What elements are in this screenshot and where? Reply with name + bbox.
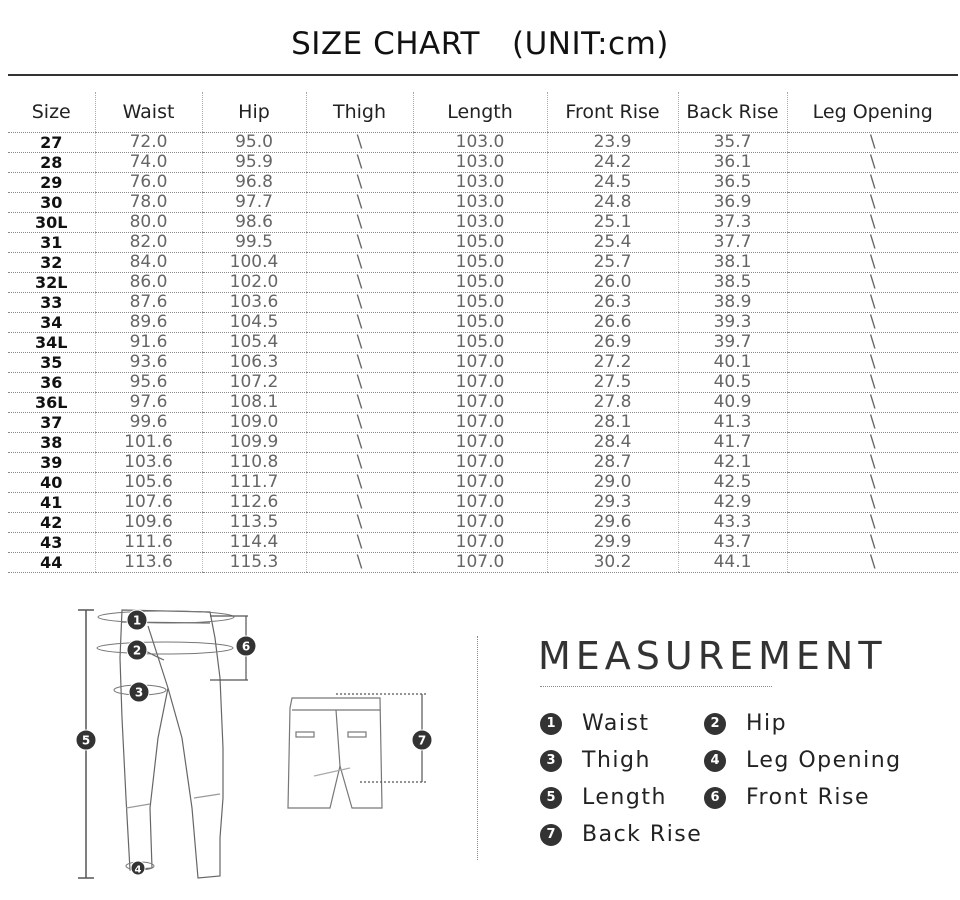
cell-back-rise: 43.3	[678, 513, 787, 533]
cell-hip: 95.0	[202, 133, 306, 153]
marker-2	[127, 640, 147, 660]
cell-thigh: \	[306, 353, 413, 373]
cell-back-rise: 43.7	[678, 533, 787, 553]
header-hip: Hip	[202, 92, 306, 133]
marker-label: 7	[417, 733, 427, 748]
cell-waist: 93.6	[95, 353, 202, 373]
cell-length: 105.0	[413, 253, 547, 273]
cell-waist: 107.6	[95, 493, 202, 513]
cell-thigh: \	[306, 393, 413, 413]
back-pants-outline	[288, 698, 382, 808]
cell-length: 105.0	[413, 313, 547, 333]
cell-thigh: \	[306, 293, 413, 313]
cell-front-rise: 29.6	[547, 513, 678, 533]
legend-label: Back Rise	[582, 822, 703, 847]
cell-back-rise: 37.7	[678, 233, 787, 253]
table-row	[8, 533, 958, 553]
cell-waist: 105.6	[95, 473, 202, 493]
cell-size: 30L	[8, 213, 95, 233]
cell-size: 34	[8, 313, 95, 333]
cell-waist: 109.6	[95, 513, 202, 533]
table-row	[8, 133, 958, 153]
cell-length: 103.0	[413, 133, 547, 153]
cell-hip: 109.9	[202, 433, 306, 453]
marker-label: 1	[132, 613, 142, 628]
cell-waist: 91.6	[95, 333, 202, 353]
cell-front-rise: 28.7	[547, 453, 678, 473]
legend-label: Leg Opening	[746, 748, 902, 773]
table-row	[8, 293, 958, 313]
cell-size: 41	[8, 493, 95, 513]
cell-waist: 99.6	[95, 413, 202, 433]
cell-hip: 100.4	[202, 253, 306, 273]
cell-size: 40	[8, 473, 95, 493]
page-title	[0, 26, 960, 62]
legend-number-badge: 1	[540, 713, 562, 735]
cell-waist: 97.6	[95, 393, 202, 413]
cell-leg-opening: \	[787, 333, 958, 353]
cell-waist: 111.6	[95, 533, 202, 553]
cell-hip: 103.6	[202, 293, 306, 313]
cell-back-rise: 40.1	[678, 353, 787, 373]
cell-hip: 110.8	[202, 453, 306, 473]
cell-length: 103.0	[413, 173, 547, 193]
cell-back-rise: 38.5	[678, 273, 787, 293]
cell-front-rise: 26.0	[547, 273, 678, 293]
cell-size: 43	[8, 533, 95, 553]
cell-back-rise: 42.9	[678, 493, 787, 513]
cell-size: 36L	[8, 393, 95, 413]
legend-item-back-rise	[540, 822, 702, 847]
cell-thigh: \	[306, 273, 413, 293]
cell-hip: 115.3	[202, 553, 306, 573]
cell-thigh: \	[306, 433, 413, 453]
cell-front-rise: 27.5	[547, 373, 678, 393]
cell-leg-opening: \	[787, 353, 958, 373]
cell-back-rise: 36.9	[678, 193, 787, 213]
table-header-row	[8, 92, 958, 133]
table-row	[8, 553, 958, 573]
table-row	[8, 413, 958, 433]
marker-6	[236, 636, 256, 656]
header-front-rise: Front Rise	[547, 92, 678, 133]
table-row	[8, 473, 958, 493]
cell-back-rise: 41.7	[678, 433, 787, 453]
cell-leg-opening: \	[787, 393, 958, 413]
cell-thigh: \	[306, 513, 413, 533]
marker-label: 2	[132, 643, 142, 658]
cell-size: 39	[8, 453, 95, 473]
cell-front-rise: 26.6	[547, 313, 678, 333]
cell-length: 107.0	[413, 373, 547, 393]
cell-back-rise: 39.3	[678, 313, 787, 333]
cell-back-rise: 39.7	[678, 333, 787, 353]
cell-waist: 95.6	[95, 373, 202, 393]
header-size: Size	[8, 92, 95, 133]
cell-back-rise: 38.1	[678, 253, 787, 273]
cell-hip: 112.6	[202, 493, 306, 513]
cell-waist: 74.0	[95, 153, 202, 173]
marker-3	[129, 682, 149, 702]
legend-item-leg-opening	[704, 748, 902, 773]
cell-waist: 82.0	[95, 233, 202, 253]
cell-front-rise: 28.4	[547, 433, 678, 453]
cell-leg-opening: \	[787, 213, 958, 233]
cell-back-rise: 36.1	[678, 153, 787, 173]
cell-back-rise: 37.3	[678, 213, 787, 233]
cell-front-rise: 23.9	[547, 133, 678, 153]
cell-size: 27	[8, 133, 95, 153]
size-table	[8, 92, 958, 573]
table-row	[8, 373, 958, 393]
header-thigh: Thigh	[306, 92, 413, 133]
header-length: Length	[413, 92, 547, 133]
marker-1	[127, 610, 147, 630]
cell-waist: 103.6	[95, 453, 202, 473]
cell-front-rise: 29.0	[547, 473, 678, 493]
cell-front-rise: 30.2	[547, 553, 678, 573]
cell-leg-opening: \	[787, 533, 958, 553]
cell-size: 32L	[8, 273, 95, 293]
cell-leg-opening: \	[787, 133, 958, 153]
cell-back-rise: 44.1	[678, 553, 787, 573]
cell-length: 107.0	[413, 493, 547, 513]
cell-hip: 95.9	[202, 153, 306, 173]
cell-front-rise: 26.3	[547, 293, 678, 313]
table-row	[8, 453, 958, 473]
cell-leg-opening: \	[787, 193, 958, 213]
unit-text: (UNIT:cm)	[511, 26, 669, 62]
table-row	[8, 393, 958, 413]
legend-number-badge: 7	[540, 824, 562, 846]
cell-waist: 78.0	[95, 193, 202, 213]
cell-leg-opening: \	[787, 313, 958, 333]
cell-length: 105.0	[413, 273, 547, 293]
cell-front-rise: 24.5	[547, 173, 678, 193]
cell-size: 38	[8, 433, 95, 453]
table-row	[8, 193, 958, 213]
pants-diagram	[60, 598, 460, 888]
legend-number-badge: 4	[704, 750, 726, 772]
legend-number-badge: 5	[540, 787, 562, 809]
cell-thigh: \	[306, 133, 413, 153]
cell-leg-opening: \	[787, 553, 958, 573]
header-leg-opening: Leg Opening	[787, 92, 958, 133]
cell-hip: 108.1	[202, 393, 306, 413]
cell-thigh: \	[306, 313, 413, 333]
legend-label: Waist	[582, 711, 650, 736]
header-back-rise: Back Rise	[678, 92, 787, 133]
table-row	[8, 313, 958, 333]
table-body	[8, 133, 958, 573]
cell-front-rise: 25.7	[547, 253, 678, 273]
cell-waist: 84.0	[95, 253, 202, 273]
cell-size: 34L	[8, 333, 95, 353]
cell-size: 29	[8, 173, 95, 193]
marker-label: 3	[134, 685, 144, 700]
cell-waist: 76.0	[95, 173, 202, 193]
legend-label: Front Rise	[746, 785, 871, 810]
cell-hip: 107.2	[202, 373, 306, 393]
cell-waist: 86.0	[95, 273, 202, 293]
cell-length: 105.0	[413, 333, 547, 353]
cell-leg-opening: \	[787, 453, 958, 473]
cell-thigh: \	[306, 473, 413, 493]
title-text: SIZE CHART	[291, 26, 480, 62]
cell-back-rise: 42.1	[678, 453, 787, 473]
cell-leg-opening: \	[787, 273, 958, 293]
legend-label: Thigh	[582, 748, 651, 773]
table-row	[8, 333, 958, 353]
legend-item-thigh	[540, 748, 651, 773]
cell-thigh: \	[306, 153, 413, 173]
cell-thigh: \	[306, 373, 413, 393]
cell-hip: 98.6	[202, 213, 306, 233]
marker-label: 6	[241, 639, 251, 654]
cell-waist: 80.0	[95, 213, 202, 233]
cell-length: 107.0	[413, 553, 547, 573]
cell-leg-opening: \	[787, 433, 958, 453]
cell-size: 35	[8, 353, 95, 373]
cell-front-rise: 27.2	[547, 353, 678, 373]
table-row	[8, 273, 958, 293]
cell-front-rise: 24.8	[547, 193, 678, 213]
cell-hip: 111.7	[202, 473, 306, 493]
cell-thigh: \	[306, 493, 413, 513]
legend-item-hip	[704, 711, 787, 736]
cell-hip: 109.0	[202, 413, 306, 433]
cell-leg-opening: \	[787, 473, 958, 493]
cell-thigh: \	[306, 233, 413, 253]
cell-leg-opening: \	[787, 293, 958, 313]
cell-hip: 104.5	[202, 313, 306, 333]
cell-length: 107.0	[413, 513, 547, 533]
cell-front-rise: 25.4	[547, 233, 678, 253]
cell-waist: 101.6	[95, 433, 202, 453]
legend-number-badge: 2	[704, 713, 726, 735]
cell-back-rise: 35.7	[678, 133, 787, 153]
table-row	[8, 513, 958, 533]
cell-leg-opening: \	[787, 153, 958, 173]
cell-waist: 72.0	[95, 133, 202, 153]
cell-thigh: \	[306, 193, 413, 213]
cell-back-rise: 41.3	[678, 413, 787, 433]
cell-hip: 106.3	[202, 353, 306, 373]
cell-back-rise: 38.9	[678, 293, 787, 313]
cell-hip: 97.7	[202, 193, 306, 213]
cell-front-rise: 29.9	[547, 533, 678, 553]
table-row	[8, 433, 958, 453]
table-row	[8, 153, 958, 173]
marker-5	[76, 730, 96, 750]
cell-leg-opening: \	[787, 413, 958, 433]
legend-number-badge: 6	[704, 787, 726, 809]
cell-hip: 114.4	[202, 533, 306, 553]
cell-leg-opening: \	[787, 233, 958, 253]
cell-hip: 105.4	[202, 333, 306, 353]
cell-front-rise: 28.1	[547, 413, 678, 433]
cell-length: 105.0	[413, 233, 547, 253]
cell-leg-opening: \	[787, 513, 958, 533]
cell-thigh: \	[306, 533, 413, 553]
marker-7	[412, 730, 432, 750]
cell-hip: 99.5	[202, 233, 306, 253]
hip-loop	[97, 642, 233, 654]
cell-size: 28	[8, 153, 95, 173]
table-row	[8, 213, 958, 233]
cell-length: 107.0	[413, 533, 547, 553]
table-row	[8, 253, 958, 273]
table-row	[8, 233, 958, 253]
cell-length: 107.0	[413, 413, 547, 433]
cell-waist: 113.6	[95, 553, 202, 573]
cell-back-rise: 42.5	[678, 473, 787, 493]
cell-back-rise: 36.5	[678, 173, 787, 193]
cell-thigh: \	[306, 253, 413, 273]
table-row	[8, 173, 958, 193]
cell-size: 37	[8, 413, 95, 433]
table-row	[8, 353, 958, 373]
measurement-title: MEASUREMENT	[538, 634, 887, 678]
cell-front-rise: 29.3	[547, 493, 678, 513]
legend-item-length	[540, 785, 667, 810]
table-row	[8, 493, 958, 513]
cell-leg-opening: \	[787, 373, 958, 393]
cell-thigh: \	[306, 453, 413, 473]
cell-length: 105.0	[413, 293, 547, 313]
cell-thigh: \	[306, 413, 413, 433]
cell-size: 30	[8, 193, 95, 213]
cell-back-rise: 40.5	[678, 373, 787, 393]
cell-hip: 113.5	[202, 513, 306, 533]
cell-leg-opening: \	[787, 253, 958, 273]
cell-length: 107.0	[413, 453, 547, 473]
cell-size: 42	[8, 513, 95, 533]
cell-length: 103.0	[413, 193, 547, 213]
legend-label: Length	[582, 785, 667, 810]
cell-thigh: \	[306, 553, 413, 573]
header-waist: Waist	[95, 92, 202, 133]
cell-hip: 96.8	[202, 173, 306, 193]
waist-loop	[98, 611, 234, 623]
cell-thigh: \	[306, 213, 413, 233]
diagram-markers	[76, 610, 432, 876]
marker-label: 5	[81, 733, 91, 748]
cell-front-rise: 27.8	[547, 393, 678, 413]
cell-length: 103.0	[413, 213, 547, 233]
cell-thigh: \	[306, 333, 413, 353]
legend-number-badge: 3	[540, 750, 562, 772]
cell-length: 107.0	[413, 393, 547, 413]
cell-size: 31	[8, 233, 95, 253]
cell-length: 107.0	[413, 353, 547, 373]
cell-back-rise: 40.9	[678, 393, 787, 413]
cell-leg-opening: \	[787, 493, 958, 513]
measurement-underline	[540, 686, 772, 687]
cell-size: 44	[8, 553, 95, 573]
legend-label: Hip	[746, 711, 788, 736]
cell-length: 107.0	[413, 433, 547, 453]
cell-length: 107.0	[413, 473, 547, 493]
legend-item-front-rise	[704, 785, 870, 810]
cell-waist: 87.6	[95, 293, 202, 313]
cell-thigh: \	[306, 173, 413, 193]
marker-4	[131, 861, 145, 876]
cell-front-rise: 26.9	[547, 333, 678, 353]
title-divider	[8, 74, 958, 76]
cell-size: 33	[8, 293, 95, 313]
section-divider	[477, 636, 478, 860]
cell-front-rise: 24.2	[547, 153, 678, 173]
legend-item-waist	[540, 711, 650, 736]
cell-hip: 102.0	[202, 273, 306, 293]
cell-front-rise: 25.1	[547, 213, 678, 233]
marker-label: 4	[134, 864, 142, 876]
cell-size: 36	[8, 373, 95, 393]
cell-size: 32	[8, 253, 95, 273]
cell-length: 103.0	[413, 153, 547, 173]
cell-leg-opening: \	[787, 173, 958, 193]
cell-waist: 89.6	[95, 313, 202, 333]
